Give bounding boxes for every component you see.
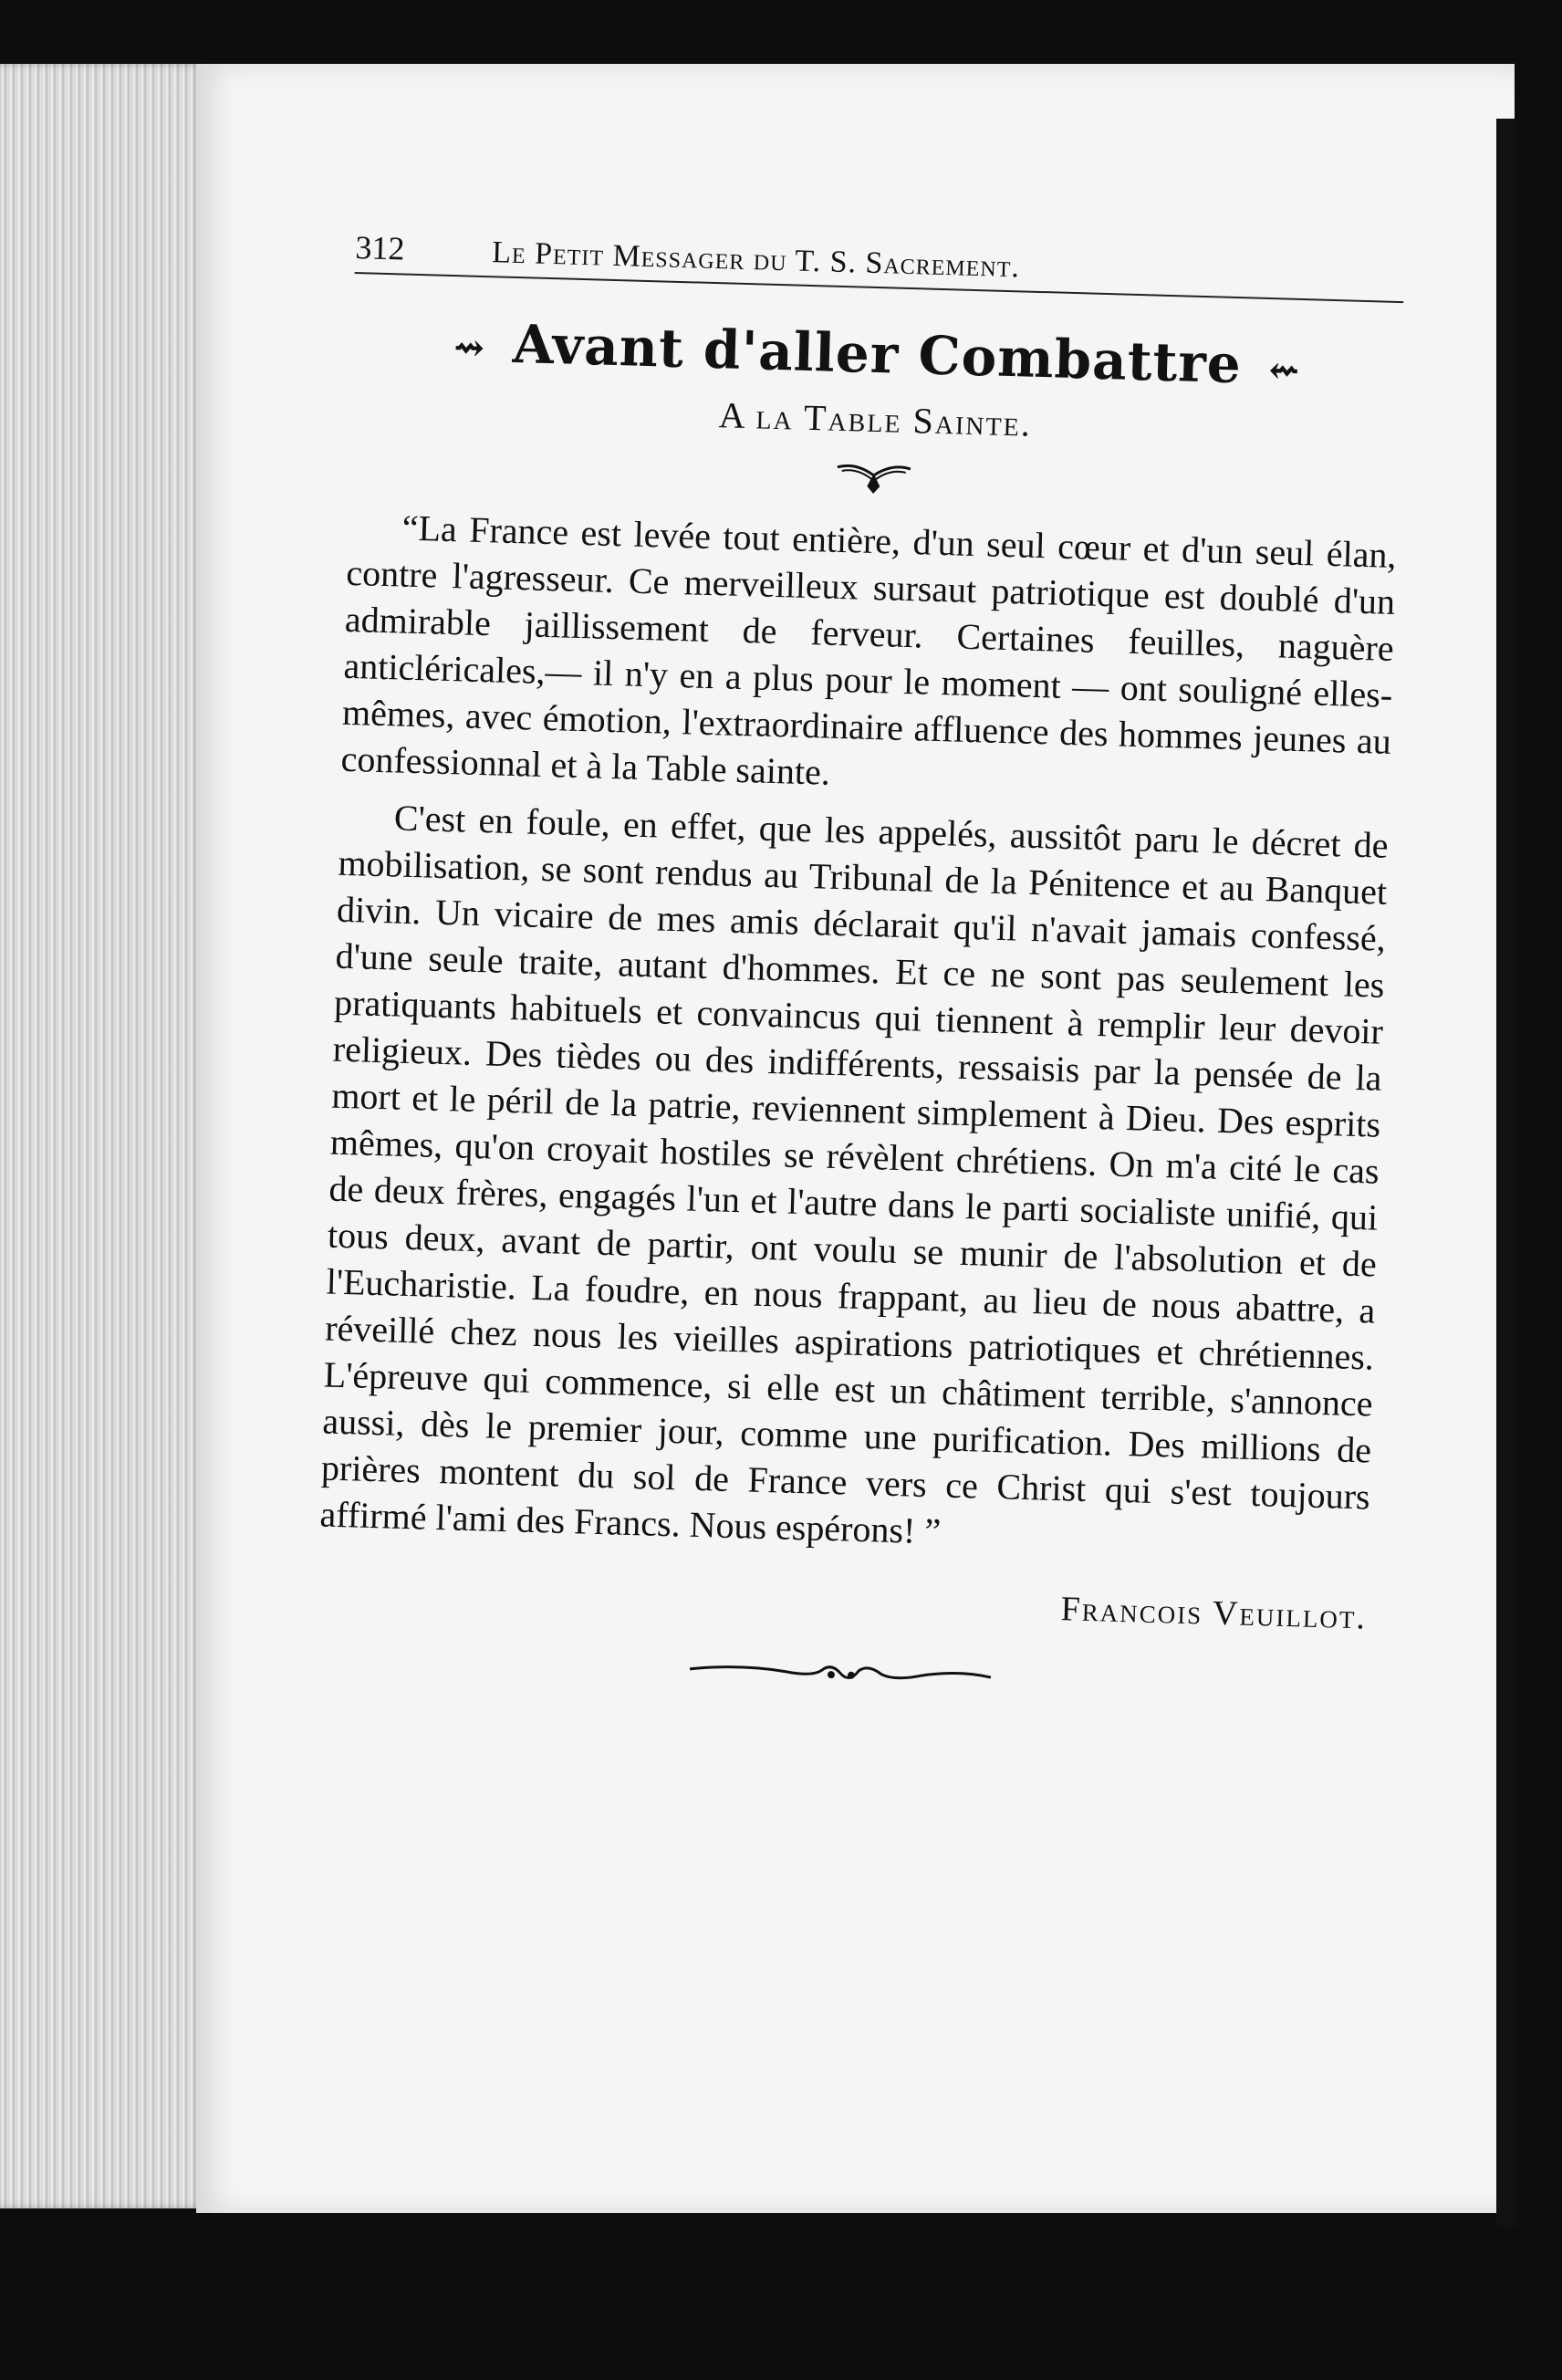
page-number: 312 — [354, 228, 405, 267]
book-gutter — [1496, 119, 1516, 2227]
left-ornament-icon: ⇝ — [453, 325, 486, 370]
article-body — [319, 503, 1397, 1567]
running-title: Le Petit Messager du T. S. Sacrement. — [491, 235, 1021, 285]
page-content — [316, 228, 1405, 1701]
article-subtitle: A la Table Sainte. — [718, 394, 1033, 444]
author-signature: Francois Veuillot. — [1060, 1590, 1368, 1637]
fleuron-ornament-icon — [832, 458, 915, 496]
article-title: Avant d'aller Combattre — [512, 312, 1243, 396]
paragraph: “La France est levée tout entière, d'un seul cœur et d'un seul élan, contre l'agresseur. Ce merveilleux sursaut patriotique est doublé d'un admirable jaillissement de ferveur. Certaines feuilles, naguère anticléricales,— il n'y en a plus pour le moment — ont souligné elles-mêmes, avec émotion, l'extraordinaire affluence des hommes jeunes au confessionnal et à la Table sainte. — [340, 506, 1398, 793]
article-title-line — [352, 308, 1402, 400]
paragraph: C'est en foule, en effet, que les appelés, aussitôt paru le décret de mobilisation, se sont rendus au Tribunal de la Pénitence et au Banquet divin. Un vicaire de mes amis déclarait qu'il n'avait jamais confessé, d'une seule traite, autant d'hommes. Et ce ne sont pas seulement les pratiquants habituels et convaincus qui tiennent à remplir leur devoir religieux. Des tièdes ou des indifférents, ressaisis par la pensée de la mort et le péril de la patrie, reviennent simplement à Dieu. Des esprits mêmes, qu'on croyait hostiles se révèlent chrétiens. On m'a cité le cas de deux frères, engagés l'un et l'autre dans le parti socialiste unifié, qui tous deux, avant de partir, ont voulu se munir de l'absolution et de l'Eucharistie. La foudre, en nous frappant, au lieu de nous abattre, a réveillé chez nous les vieilles aspirations patriotiques et chrétiennes. L'épreuve qui commence, si elle est un châtiment terrible, s'annonce aussi, dès le premier jour, comme une purification. Des millions de prières montent du sol de France vers ce Christ qui s'est toujours affirmé l'ami des Francs. Nous espérons! ” — [319, 797, 1390, 1552]
book-page-edges — [0, 64, 205, 2208]
right-ornament-icon: ⇜ — [1267, 348, 1301, 392]
